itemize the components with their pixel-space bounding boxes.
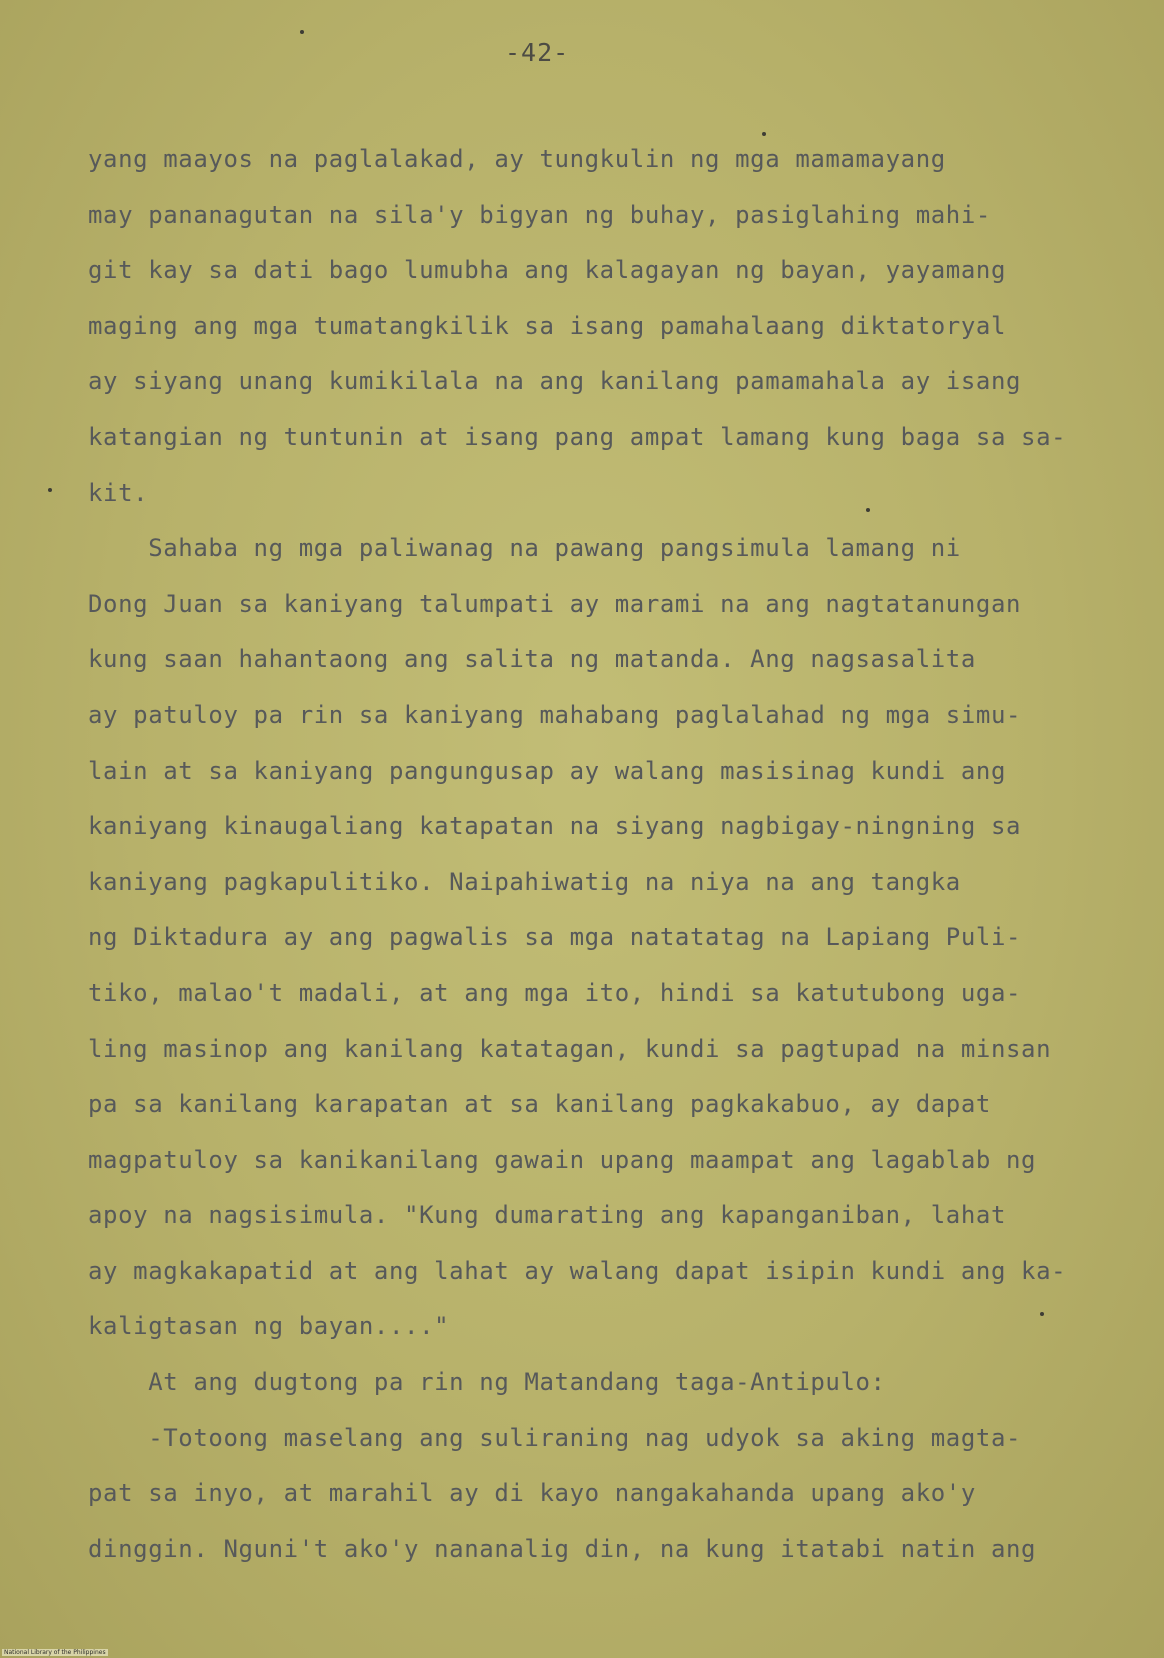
text-line: tiko, malao't madali, at ang mga ito, hindi sa katutubong uga- (88, 978, 1022, 1007)
text-line: kaligtasan ng bayan...." (88, 1312, 450, 1341)
text-line: kaniyang pagkapulitiko. Naipahiwatig na niya na ang tangka (88, 867, 961, 896)
text-line: katangian ng tuntunin at isang pang ampat lamang kung baga sa sa- (88, 422, 1067, 451)
text-line: dinggin. Nguni't ako'y nananalig din, na kung itatabi natin ang (88, 1534, 1037, 1563)
text-line: pat sa inyo, at marahil ay di kayo nangakahanda upang ako'y (88, 1479, 976, 1508)
text-line: yang maayos na paglalakad, ay tungkulin ng mga mamamayang (88, 145, 946, 173)
text-line: ay patuloy pa rin sa kaniyang mahabang paglalahad ng mga simu- (88, 700, 1022, 729)
text-line: Dong Juan sa kaniyang talumpati ay marami na ang nagtatanungan (88, 589, 1022, 618)
text-line: Sahaba ng mga paliwanag na pawang pangsimula lamang ni (88, 534, 961, 563)
scan-speck (1040, 1312, 1044, 1316)
page-number: -42- (505, 38, 570, 67)
text-line: may pananagutan na sila'y bigyan ng buhay, pasiglahing mahi- (88, 200, 991, 229)
scan-speck (866, 508, 870, 512)
text-line: ay magkakapatid at ang lahat ay walang dapat isipin kundi ang ka- (88, 1256, 1067, 1285)
body-text (88, 142, 1118, 1587)
text-line: kit. (88, 478, 149, 507)
text-line: kaniyang kinaugaliang katapatan na siyang nagbigay-ningning sa (88, 812, 1022, 841)
text-line: ay siyang unang kumikilala na ang kanilang pamamahala ay isang (88, 367, 1022, 396)
text-line: lain at sa kaniyang pangungusap ay walang masisinag kundi ang (88, 756, 1007, 785)
text-line: git kay sa dati bago lumubha ang kalagayan ng bayan, yayamang (88, 256, 1007, 285)
text-line: magpatuloy sa kanikanilang gawain upang maampat ang lagablab ng (88, 1145, 1037, 1174)
text-line: apoy na nagsisimula. "Kung dumarating ang kapanganiban, lahat (88, 1201, 1007, 1230)
scan-speck (48, 488, 52, 492)
scan-speck (762, 132, 766, 136)
text-line: kung saan hahantaong ang salita ng matanda. Ang nagsasalita (88, 645, 976, 674)
footer-credit: National Library of the Philippines (4, 1649, 106, 1656)
text-line: At ang dugtong pa rin ng Matandang taga-Antipulo: (88, 1368, 886, 1397)
text-line: maging ang mga tumatangkilik sa isang pamahalaang diktatoryal (88, 311, 1007, 340)
text-line: pa sa kanilang karapatan at sa kanilang pagkakabuo, ay dapat (88, 1090, 991, 1119)
text-line: ng Diktadura ay ang pagwalis sa mga natatatag na Lapiang Puli- (88, 923, 1022, 952)
text-line: -Totoong maselang ang suliraning nag udyok sa aking magta- (88, 1423, 1022, 1452)
scan-speck (300, 30, 304, 34)
text-line: ling masinop ang kanilang katatagan, kundi sa pagtupad na minsan (88, 1034, 1052, 1063)
